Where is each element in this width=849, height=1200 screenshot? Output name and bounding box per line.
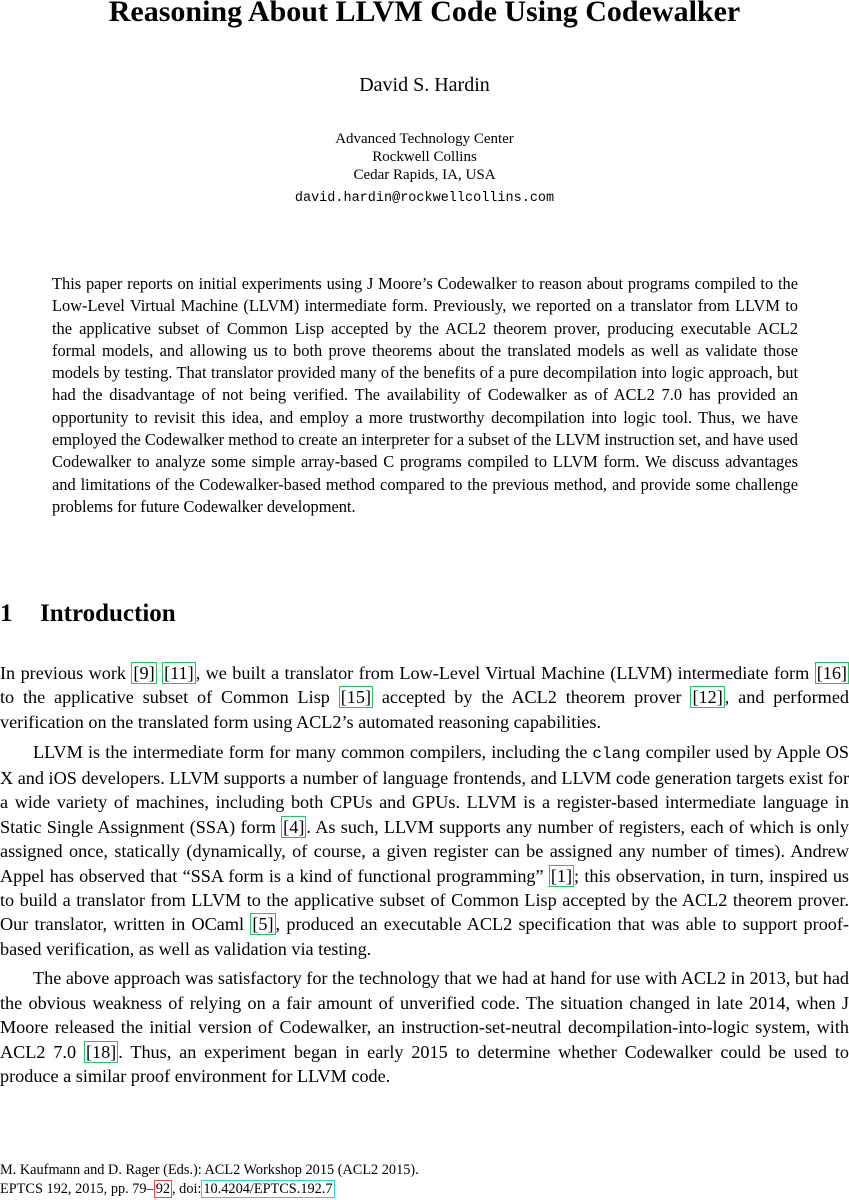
- citation-link[interactable]: [5]: [252, 914, 274, 935]
- text-span: to the applicative subset of Common Lisp: [0, 687, 339, 708]
- section-number: 1: [0, 600, 13, 627]
- citation-link[interactable]: [1]: [550, 865, 573, 886]
- paragraph-2: [0, 740, 849, 962]
- citation-link[interactable]: [4]: [283, 816, 305, 837]
- text-span: accepted by the ACL2 theorem prover: [373, 687, 691, 708]
- text-span: In previous work: [0, 663, 132, 683]
- text-span: , we built a translator from Low-Level Virtual Machine (LLVM) intermediate form: [195, 663, 815, 683]
- author-email: david.hardin@rockwellcollins.com: [294, 191, 555, 206]
- citation-link[interactable]: [15]: [340, 687, 372, 708]
- citation-link[interactable]: [16]: [816, 663, 847, 683]
- venue-text: EPTCS 192, 2015, pp. 79–: [0, 1181, 154, 1197]
- affiliation-line-3: Cedar Rapids, IA, USA: [353, 167, 496, 183]
- section-title: Introduction: [40, 600, 176, 627]
- text-span: . Thus, an experiment began in early 2015 to determine whether Codewalker could be used to produce a similar proof environment for LLVM code.: [0, 1041, 849, 1087]
- doi-label: , doi:: [172, 1181, 202, 1197]
- section-heading: [0, 598, 176, 630]
- body-text: [0, 661, 849, 1094]
- publication-info: [0, 1180, 849, 1199]
- inline-code: clang: [592, 744, 641, 763]
- affiliation-line-1: Advanced Technology Center: [335, 131, 514, 147]
- workshop-info: M. Kaufmann and D. Rager (Eds.): ACL2 Workshop 2015 (ACL2 2015).: [0, 1162, 419, 1178]
- text-span: LLVM is the intermediate form for many common compilers, including the: [33, 741, 593, 762]
- paragraph-3: [0, 966, 849, 1088]
- citation-link[interactable]: [9]: [133, 663, 155, 683]
- affiliation: [0, 130, 849, 184]
- text-span: compiler used by Apple OS X and iOS developers. LLVM supports a number of language frontends, and LLVM code generation targets exist for a wide variety of machines, including both CPUs and GPUs. LLVM is a register-based intermediate language in Static Single Assignment (SSA) form: [0, 741, 849, 837]
- author-name: David S. Hardin: [359, 74, 490, 96]
- end-page-link[interactable]: 92: [155, 1181, 171, 1197]
- citation-link[interactable]: [12]: [692, 687, 723, 708]
- text-span: , produced an executable ACL2 specification that was able to support proof-based verification, as well as validation via testing.: [0, 914, 849, 959]
- page-footer: [0, 1161, 849, 1199]
- affiliation-line-2: Rockwell Collins: [372, 149, 477, 165]
- text-span: , and performed verification on the translated form using ACL2’s automated reasoning capabilities.: [0, 687, 849, 732]
- paper-title: Reasoning About LLVM Code Using Codewalker: [108, 0, 741, 28]
- paragraph-1: [0, 661, 849, 734]
- text-span: ; this observation, in turn, inspired us to build a translator from LLVM to the applicative subset of Common Lisp accepted by the ACL2 theorem prover. Our translator, written in OCaml: [0, 865, 849, 935]
- citation-link[interactable]: [18]: [85, 1041, 117, 1062]
- abstract: This paper reports on initial experiments using J Moore’s Codewalker to reason about programs compiled to the Low-Level Virtual Machine (LLVM) intermediate form. Previously, we reported on a translator from LLVM to the applicative subset of Common Lisp accepted by the ACL2 theorem prover, producing executable ACL2 formal models, and allowing us to both prove theorems about the translated models as well as validate those models by testing. That translator provided many of the benefits of a pure decompilation into logic approach, but had the disadvantage of not being verified. The availability of Codewalker as of ACL2 7.0 has provided an opportunity to revisit this idea, and employ a more trustworthy decompilation into logic tool. Thus, we have employed the Codewalker method to create an interpreter for a subset of the LLVM instruction set, and have used Codewalker to analyze some simple array-based C programs compiled to LLVM form. We discuss advantages and limitations of the Codewalker-based method compared to the previous method, and provide some challenge problems for future Codewalker development.: [52, 274, 798, 516]
- citation-link[interactable]: [11]: [164, 663, 194, 683]
- text-span: The above approach was satisfactory for the technology that we had at hand for use with ACL2 in 2013, but had the obvious weakness of relying on a fair amount of unverified code. The situation changed in late 2014, when J Moore released the initial version of Codewalker, an instruction-set-neutral decompilation-into-logic system, with ACL2 7.0: [0, 968, 849, 1062]
- text-span: . As such, LLVM supports any number of registers, each of which is only assigned once, statically (dynamically, of course, a given register can be assigned any number of times). Andrew Appel has observed that “SSA form is a kind of functional programming”: [0, 816, 849, 886]
- doi-link[interactable]: 10.4204/EPTCS.192.7: [203, 1181, 333, 1197]
